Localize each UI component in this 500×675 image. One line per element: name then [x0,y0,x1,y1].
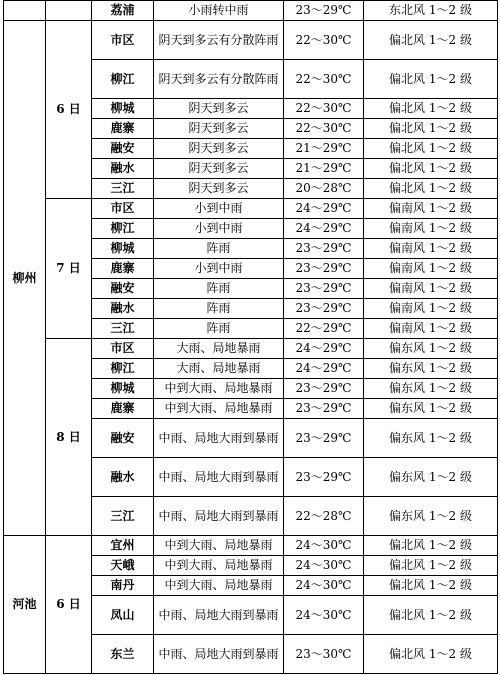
station-cell: 天峨 [92,556,154,576]
temperature-cell: 24～30℃ [284,596,364,635]
wind-cell: 偏北风 1～2 级 [364,21,498,60]
day-cell: 6 日 [46,536,92,674]
day-cell: 7 日 [46,199,92,339]
wind-cell: 偏南风 1～2 级 [364,219,498,239]
wind-cell: 偏东风 1～2 级 [364,379,498,399]
station-cell: 鹿寨 [92,259,154,279]
temperature-cell: 22～30℃ [284,60,364,99]
temperature-cell: 23～29℃ [284,399,364,419]
temperature-cell: 22～30℃ [284,21,364,60]
weather-cell: 阵雨 [154,239,284,259]
station-cell: 柳江 [92,60,154,99]
station-cell: 柳城 [92,99,154,119]
weather-cell: 阵雨 [154,299,284,319]
wind-cell: 偏东风 1～2 级 [364,399,498,419]
weather-cell: 阴天到多云有分散阵雨 [154,60,284,99]
station-cell: 宜州 [92,536,154,556]
forecast-table-wrapper [3,0,497,674]
station-cell: 三江 [92,179,154,199]
wind-cell: 偏北风 1～2 级 [364,576,498,596]
temperature-cell: 20～28℃ [284,179,364,199]
weather-cell: 中到大雨、局地暴雨 [154,576,284,596]
day-cell: 6 日 [46,21,92,199]
wind-cell: 偏北风 1～2 级 [364,635,498,674]
temperature-cell: 24～30℃ [284,556,364,576]
weather-cell: 阴天到多云 [154,139,284,159]
table-row [4,339,498,359]
station-cell: 市区 [92,21,154,60]
temperature-cell: 24～30℃ [284,576,364,596]
wind-cell: 偏南风 1～2 级 [364,299,498,319]
station-cell: 融安 [92,279,154,299]
temperature-cell: 23～29℃ [284,379,364,399]
weather-cell: 小到中雨 [154,219,284,239]
temperature-cell: 24～29℃ [284,219,364,239]
table-row [4,21,498,60]
temperature-cell: 24～29℃ [284,199,364,219]
station-cell: 融安 [92,419,154,458]
station-cell: 荔浦 [92,1,154,21]
station-cell: 鹿寨 [92,119,154,139]
weather-cell: 大雨、局地暴雨 [154,339,284,359]
weather-cell: 阴天到多云 [154,119,284,139]
temperature-cell: 24～30℃ [284,536,364,556]
weather-cell: 阵雨 [154,279,284,299]
temperature-cell: 22～29℃ [284,319,364,339]
temperature-cell: 23～29℃ [284,1,364,21]
station-cell: 市区 [92,339,154,359]
station-cell: 融安 [92,139,154,159]
temperature-cell: 24～29℃ [284,359,364,379]
wind-cell: 偏北风 1～2 级 [364,159,498,179]
weather-cell: 小雨转中雨 [154,1,284,21]
weather-cell: 中到大雨、局地暴雨 [154,556,284,576]
wind-cell: 偏北风 1～2 级 [364,99,498,119]
table-row [4,1,498,21]
temperature-cell: 23～29℃ [284,279,364,299]
weather-cell: 中雨、局地大雨到暴雨 [154,596,284,635]
weather-cell: 大雨、局地暴雨 [154,359,284,379]
weather-cell: 中雨、局地大雨到暴雨 [154,458,284,497]
temperature-cell: 21～29℃ [284,139,364,159]
weather-cell: 中到大雨、局地暴雨 [154,379,284,399]
wind-cell: 偏南风 1～2 级 [364,259,498,279]
wind-cell: 偏南风 1～2 级 [364,279,498,299]
station-cell: 市区 [92,199,154,219]
temperature-cell: 23～29℃ [284,299,364,319]
city-cell [4,1,46,21]
wind-cell: 偏南风 1～2 级 [364,199,498,219]
weather-cell: 中雨、局地大雨到暴雨 [154,419,284,458]
weather-cell: 中到大雨、局地暴雨 [154,399,284,419]
weather-cell: 阵雨 [154,319,284,339]
wind-cell: 偏东风 1～2 级 [364,419,498,458]
station-cell: 三江 [92,319,154,339]
temperature-cell: 23～29℃ [284,259,364,279]
wind-cell: 偏东风 1～2 级 [364,497,498,536]
station-cell: 凤山 [92,596,154,635]
wind-cell: 东北风 1～2 级 [364,1,498,21]
weather-cell: 阴天到多云 [154,99,284,119]
station-cell: 柳江 [92,359,154,379]
station-cell: 柳城 [92,239,154,259]
table-row [4,536,498,556]
city-cell: 河池 [4,536,46,674]
wind-cell: 偏北风 1～2 级 [364,556,498,576]
temperature-cell: 23～29℃ [284,239,364,259]
temperature-cell: 22～30℃ [284,119,364,139]
wind-cell: 偏北风 1～2 级 [364,60,498,99]
wind-cell: 偏东风 1～2 级 [364,359,498,379]
temperature-cell: 23～30℃ [284,635,364,674]
weather-cell: 阴天到多云 [154,159,284,179]
station-cell: 柳城 [92,379,154,399]
temperature-cell: 24～29℃ [284,339,364,359]
station-cell: 东兰 [92,635,154,674]
station-cell: 南丹 [92,576,154,596]
weather-cell: 中到大雨、局地暴雨 [154,536,284,556]
day-cell: 8 日 [46,339,92,536]
station-cell: 鹿寨 [92,399,154,419]
wind-cell: 偏北风 1～2 级 [364,596,498,635]
wind-cell: 偏南风 1～2 级 [364,319,498,339]
weather-cell: 中雨、局地大雨到暴雨 [154,497,284,536]
city-cell: 柳州 [4,21,46,536]
day-cell [46,1,92,21]
temperature-cell: 21～29℃ [284,159,364,179]
wind-cell: 偏南风 1～2 级 [364,239,498,259]
station-cell: 三江 [92,497,154,536]
weather-cell: 中雨、局地大雨到暴雨 [154,635,284,674]
wind-cell: 偏北风 1～2 级 [364,119,498,139]
station-cell: 融水 [92,159,154,179]
temperature-cell: 23～29℃ [284,458,364,497]
weather-cell: 阴天到多云有分散阵雨 [154,21,284,60]
table-row [4,199,498,219]
wind-cell: 偏东风 1～2 级 [364,339,498,359]
wind-cell: 偏东风 1～2 级 [364,458,498,497]
station-cell: 融水 [92,458,154,497]
temperature-cell: 22～28℃ [284,497,364,536]
wind-cell: 偏北风 1～2 级 [364,179,498,199]
temperature-cell: 22～30℃ [284,99,364,119]
weather-cell: 阴天到多云 [154,179,284,199]
forecast-table [3,0,498,674]
weather-cell: 小到中雨 [154,199,284,219]
station-cell: 柳江 [92,219,154,239]
weather-cell: 小到中雨 [154,259,284,279]
wind-cell: 偏北风 1～2 级 [364,139,498,159]
wind-cell: 偏北风 1～2 级 [364,536,498,556]
station-cell: 融水 [92,299,154,319]
temperature-cell: 23～29℃ [284,419,364,458]
